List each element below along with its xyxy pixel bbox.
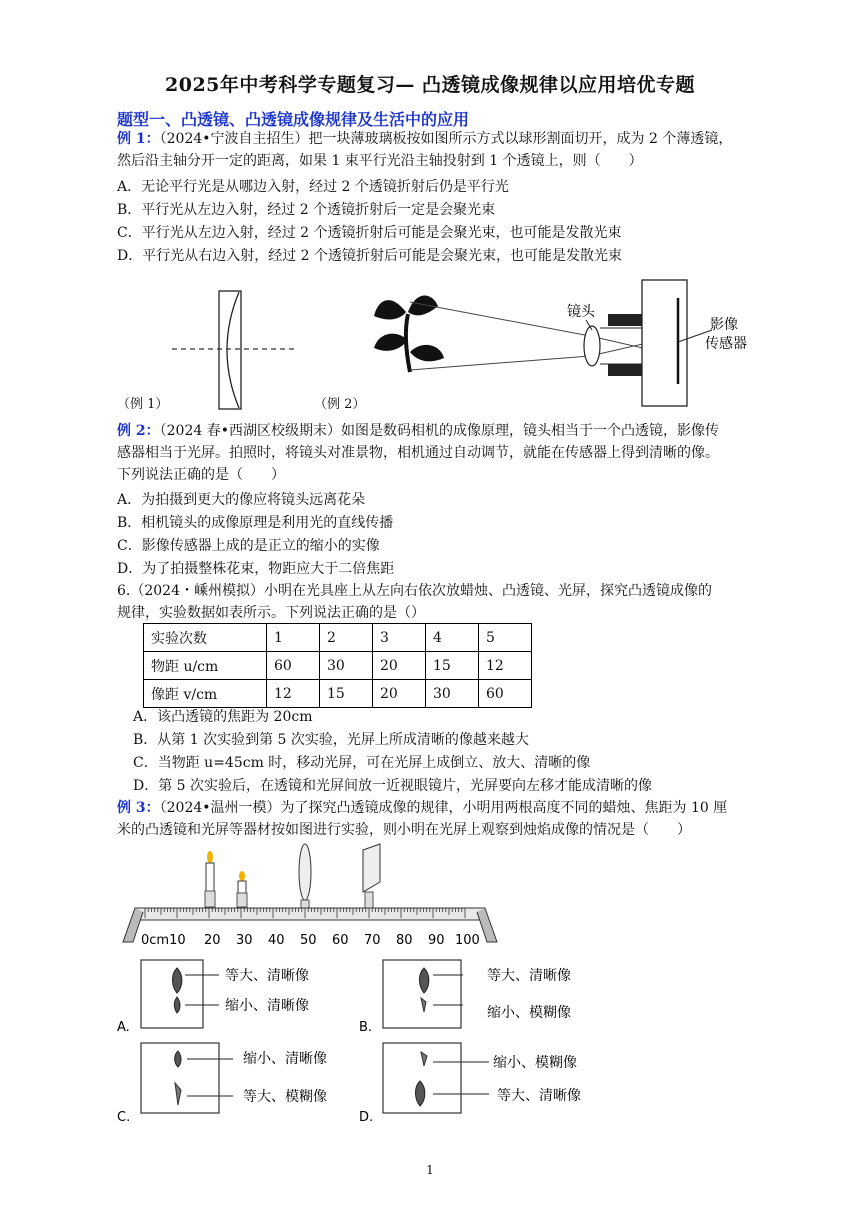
ex1-option-b: B．平行光从左边入射，经过 2 个透镜折射后一定是会聚光束 — [117, 202, 496, 218]
ex1-option-d: D．平行光从右边入射，经过 2 个透镜折射后可能是会聚光束，也可能是发散光束 — [117, 248, 623, 264]
ex1-label: 例 1： — [117, 131, 160, 147]
table-cell: 20 — [373, 680, 426, 708]
table-cell: 30 — [426, 680, 479, 708]
ruler-tick-label: 40 — [268, 933, 285, 948]
ruler-tick-label: 80 — [396, 933, 413, 948]
section-heading: 题型一、凸透镜、凸透镜成像规律及生活中的应用 — [117, 110, 470, 129]
ex2-option-c: C．影像传感器上成的是正立的缩小的实像 — [117, 538, 380, 554]
ex1-line2: 然后沿主轴分开一定的距离，如果 1 束平行光沿主轴投射到 1 个透镜上，则（ ） — [117, 153, 643, 169]
choice-d — [359, 1043, 581, 1125]
ex1-line1: （2024•宁波自主招生）把一块薄玻璃板按如图所示方式以球形割面切开，成为 2 个薄透镜， — [159, 131, 733, 147]
ruler-tick-label: 100 — [455, 933, 480, 948]
camera-lens-icon — [584, 326, 600, 366]
q6-line1: 6.（2024・嵊州模拟）小明在光具座上从左向右依次放蜡烛、凸透镜、光屏，探究凸透镜成像的 — [117, 583, 712, 599]
choice-d-top: 缩小、模糊像 — [493, 1055, 577, 1071]
ex3-line1: （2024•温州一模）为了探究凸透镜成像的规律，小明用两根高度不同的蜡烛、焦距为 10 厘 — [159, 800, 728, 816]
ex3-line2: 米的凸透镜和光屏等器材按如图进行实验，则小明在光屏上观察到烛焰成像的情况是（ ） — [117, 822, 691, 838]
convex-lens-icon — [299, 844, 311, 908]
page-number: 1 — [426, 1163, 434, 1177]
ex3-label: 例 3： — [117, 800, 160, 816]
table-row — [144, 680, 532, 708]
table-cell: 1 — [267, 624, 320, 652]
choice-a — [117, 960, 309, 1035]
ex1-option-a: A．无论平行光是从哪边入射，经过 2 个透镜折射后仍是平行光 — [117, 179, 509, 195]
table-cell: 物距 u/cm — [144, 652, 267, 680]
choice-a-letter: A. — [117, 1020, 130, 1035]
ex2-stem — [117, 420, 785, 486]
choice-b-letter: B. — [359, 1020, 373, 1035]
screen-icon — [363, 844, 380, 908]
lens-label: 镜头 — [567, 304, 595, 320]
ex2-label: 例 2： — [117, 423, 160, 439]
q6-option-d: D．第 5 次实验后，在透镜和光屏间放一近视眼镜片，光屏要向左移才能成清晰的像 — [133, 778, 653, 794]
ex2-option-b: B．相机镜头的成像原理是利用光的直线传播 — [117, 515, 394, 531]
choice-d-bottom: 等大、清晰像 — [497, 1088, 581, 1104]
q6-option-a: A．该凸透镜的焦距为 20cm — [133, 709, 313, 725]
ruler-tick-label: 70 — [364, 933, 381, 948]
choice-b — [359, 960, 571, 1035]
ruler-tick-label: 30 — [236, 933, 253, 948]
optical-bench-figure — [115, 842, 505, 952]
table-cell: 2 — [320, 624, 373, 652]
ruler-tick-label: 90 — [428, 933, 445, 948]
ex2-line3: 下列说法正确的是（ ） — [117, 467, 285, 483]
choice-c-bottom: 等大、模糊像 — [243, 1089, 327, 1105]
choice-a-top: 等大、清晰像 — [225, 968, 309, 984]
ruler-tick-label: 60 — [332, 933, 349, 948]
q6-option-b: B．从第 1 次实验到第 5 次实验，光屏上所成清晰的像越来越大 — [133, 732, 529, 748]
ruler-tick-label: 50 — [300, 933, 317, 948]
table-cell: 12 — [267, 680, 320, 708]
table-cell: 4 — [426, 624, 479, 652]
ex2-line1: （2024 春•西湖区校级期末）如图是数码相机的成像原理，镜头相当于一个凸透镜，影像传 — [159, 423, 719, 439]
q6-data-table — [143, 623, 532, 708]
table-cell: 15 — [320, 680, 373, 708]
ruler-tick-label: 0cm10 — [141, 933, 186, 948]
q6-stem — [117, 580, 785, 624]
table-cell: 60 — [479, 680, 532, 708]
table-cell: 15 — [426, 652, 479, 680]
page-title: 2025年中考科学专题复习— 凸透镜成像规律以应用培优专题 — [165, 74, 695, 96]
ruler-tick-label: 20 — [204, 933, 221, 948]
table-cell: 3 — [373, 624, 426, 652]
ex1-option-c: C．平行光从左边入射，经过 2 个透镜折射后可能是会聚光束，也可能是发散光束 — [117, 225, 622, 241]
q6-option-c: C．当物距 u=45cm 时，移动光屏，可在光屏上成倒立、放大、清晰的像 — [133, 755, 591, 771]
short-candle-icon — [237, 871, 247, 907]
table-cell: 5 — [479, 624, 532, 652]
choice-b-bottom: 缩小、模糊像 — [487, 1005, 571, 1021]
ex3-choices-figure — [115, 955, 615, 1130]
table-cell: 30 — [320, 652, 373, 680]
ex2-camera-figure — [360, 272, 770, 412]
choice-b-top: 等大、清晰像 — [487, 968, 571, 984]
table-row — [144, 652, 532, 680]
ex2-line2: 感器相当于光屏。拍照时，将镜头对准景物，相机通过自动调节，就能在传感器上得到清晰的像。 — [117, 445, 719, 461]
choice-d-letter: D. — [359, 1110, 374, 1125]
table-cell: 12 — [479, 652, 532, 680]
tall-candle-icon — [205, 851, 215, 907]
ex2-caption: （例 2） — [314, 397, 366, 412]
sensor-label-1: 影像 — [710, 317, 738, 333]
ex2-option-d: D．为了拍摄整株花束，物距应大于二倍焦距 — [117, 561, 395, 577]
choice-a-bottom: 缩小、清晰像 — [225, 998, 309, 1014]
choice-c-letter: C. — [117, 1110, 131, 1125]
table-row — [144, 624, 532, 652]
choice-c — [117, 1043, 327, 1125]
table-cell: 20 — [373, 652, 426, 680]
table-cell: 60 — [267, 652, 320, 680]
ex1-caption: （例 1） — [117, 397, 169, 412]
ex2-option-a: A．为拍摄到更大的像应将镜头远离花朵 — [117, 492, 366, 508]
sensor-label-2: 传感器 — [705, 336, 747, 352]
choice-c-top: 缩小、清晰像 — [243, 1051, 327, 1067]
table-cell: 像距 v/cm — [144, 680, 267, 708]
flame-image-icon — [175, 1051, 181, 1067]
ex3-stem — [117, 797, 785, 841]
q6-line2: 规律，实验数据如表所示。下列说法正确的是（） — [117, 605, 425, 621]
ex1-stem — [117, 128, 785, 172]
table-cell: 实验次数 — [144, 624, 267, 652]
